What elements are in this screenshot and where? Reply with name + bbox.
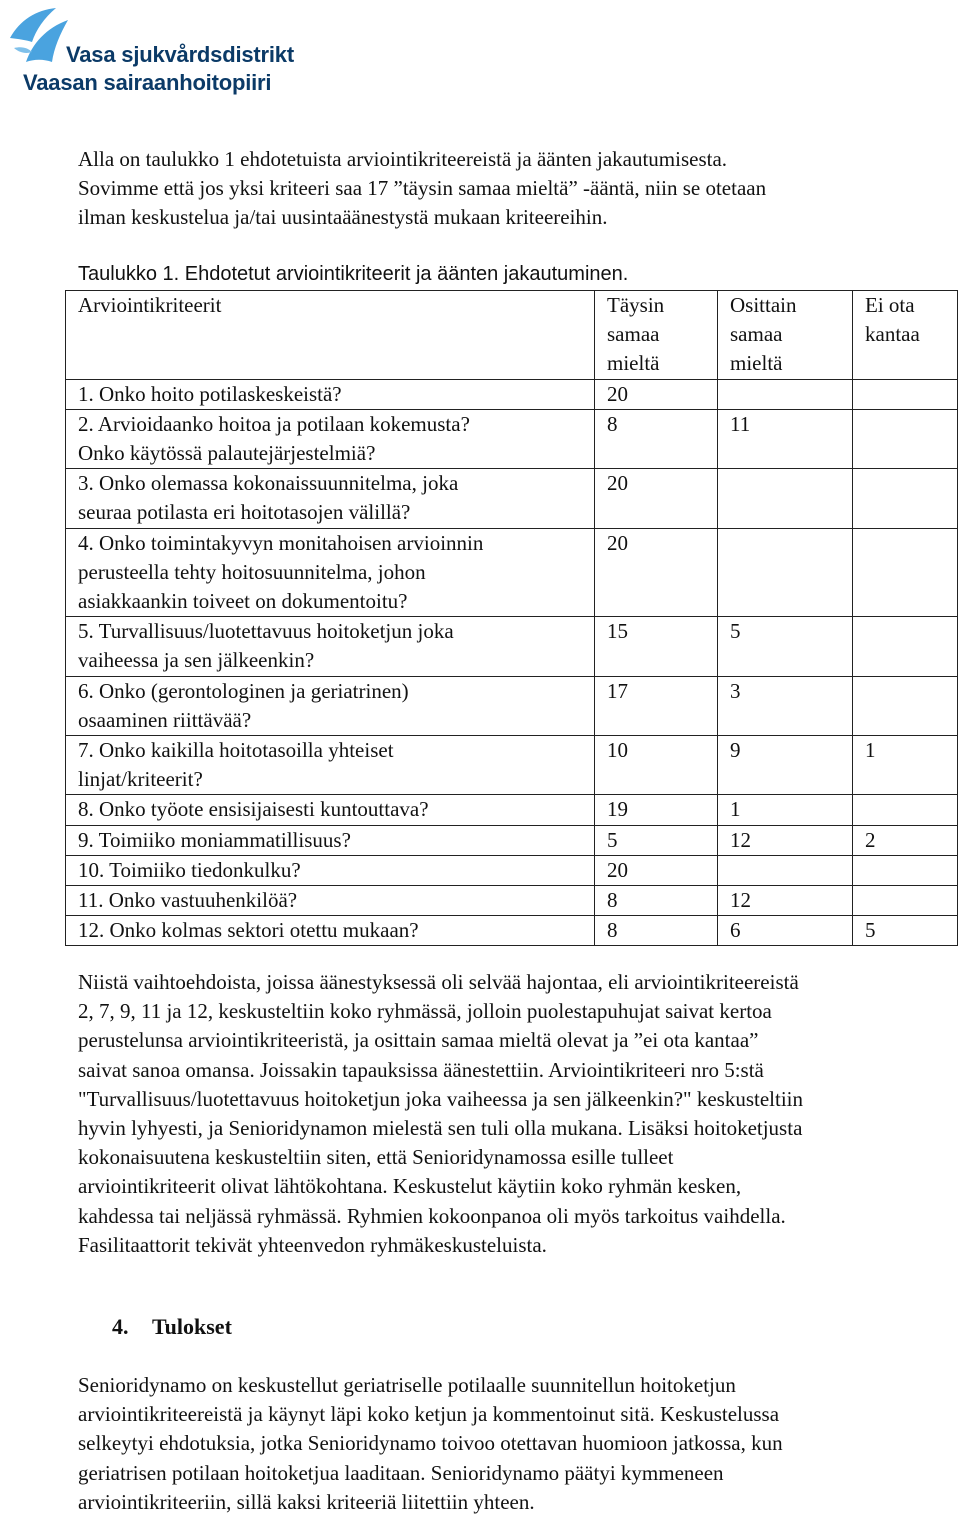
criteria-table [65,290,958,946]
partly-agree-cell [718,528,853,617]
criterion-line: 2. Arvioidaanko hoitoa ja potilaan kokemusta? [78,411,470,436]
criterion-line: 7. Onko kaikilla hoitotasoilla yhteiset [78,738,394,763]
fully-agree-cell: 8 [595,916,718,946]
no-opinion-cell [853,617,958,676]
header-fully-agree: Täysin samaa mieltä [595,291,718,380]
criterion-line: 8. Onko työote ensisijaisesti kuntouttava? [78,797,429,822]
paragraph-line: selkeytyi ehdotuksia, jotka Senioridynamo toivoo otettavan huomioon jatkossa, kun [78,1431,783,1456]
table-header-row [66,291,958,380]
organization-logo [6,2,316,97]
table-caption: Taulukko 1. Ehdotetut arviointikriteerit ja äänten jakautuminen. [78,263,629,285]
intro-line: Sovimme että jos yksi kriteeri saa 17 ”täysin samaa mieltä” -ääntä, niin se otetaan [78,176,767,201]
criterion-cell [66,528,595,617]
paragraph-line: Fasilitaattorit tekivät yhteenvedon ryhmäkeskusteluista. [78,1232,547,1257]
criterion-line: 6. Onko (gerontologinen ja geriatrinen) [78,678,409,703]
criterion-line: 10. Toimiiko tiedonkulku? [78,857,301,882]
discussion-paragraph [78,968,803,1260]
criterion-cell [66,825,595,855]
section-title: Tulokset [152,1314,232,1339]
partly-agree-cell: 1 [718,795,853,825]
no-opinion-cell [853,528,958,617]
partly-agree-cell [718,855,853,885]
criterion-line: perusteella tehty hoitosuunnitelma, johon [78,559,426,584]
criterion-line: linjat/kriteerit? [78,767,203,792]
no-opinion-cell: 2 [853,825,958,855]
criterion-cell [66,409,595,468]
criterion-cell [66,469,595,528]
partly-agree-cell: 11 [718,409,853,468]
paragraph-line: Senioridynamo on keskustellut geriatriselle potilaalle suunnitellun hoitoketjun [78,1373,736,1397]
fully-agree-cell: 20 [595,528,718,617]
paragraph-line: hyvin lyhyesti, ja Senioridynamon mielestä sen tuli olla mukana. Lisäksi hoitoketjusta [78,1116,803,1141]
fully-agree-cell: 15 [595,617,718,676]
criterion-cell [66,617,595,676]
criterion-line: 5. Turvallisuus/luotettavuus hoitoketjun joka [78,619,454,644]
criterion-cell [66,676,595,735]
table-row [66,379,958,409]
table-row [66,676,958,735]
paragraph-line: arviointikriteereistä ja käynyt läpi koko ketjun ja kommentoinut sitä. Keskustelussa [78,1402,780,1427]
no-opinion-cell: 1 [853,736,958,795]
logo-name-swedish: Vasa sjukvårdsdistrikt [66,42,294,67]
fully-agree-cell: 20 [595,379,718,409]
partly-agree-cell: 6 [718,916,853,946]
criterion-cell [66,736,595,795]
paragraph-line: geriatrisen potilaan hoitoketjua laaditaan. Senioridynamo päätyi kymmeneen [78,1460,724,1485]
criterion-line: 12. Onko kolmas sektori otettu mukaan? [78,918,419,943]
no-opinion-cell: 5 [853,916,958,946]
partly-agree-cell [718,379,853,409]
table-body [66,379,958,946]
intro-line: ilman keskustelua ja/tai uusintaäänestystä mukaan kriteereihin. [78,205,608,230]
results-paragraph [78,1371,783,1517]
no-opinion-cell [853,469,958,528]
criterion-cell [66,379,595,409]
criterion-line: 9. Toimiiko moniammatillisuus? [78,827,351,852]
criterion-line: seuraa potilasta eri hoitotasojen välillä? [78,500,411,525]
table-row [66,469,958,528]
no-opinion-cell [853,795,958,825]
criterion-line: 1. Onko hoito potilaskeskeistä? [78,381,342,406]
fully-agree-cell: 10 [595,736,718,795]
paragraph-line: kokonaisuutena keskusteltiin siten, että Senioridynamossa esille tulleet [78,1145,674,1170]
table-row [66,886,958,916]
criterion-cell [66,795,595,825]
table-row [66,795,958,825]
partly-agree-cell: 12 [718,825,853,855]
header-no-opinion: Ei ota kantaa [853,291,958,380]
criterion-line: osaaminen riittävää? [78,707,252,732]
criterion-cell [66,916,595,946]
partly-agree-cell: 9 [718,736,853,795]
header-criteria: Arviointikriteerit [66,291,595,380]
table-row [66,409,958,468]
paragraph-line: arviointikriteerit olivat lähtökohtana. Keskustelut käytiin koko ryhmän kesken, [78,1174,742,1199]
criterion-line: vaiheessa ja sen jälkeenkin? [78,648,315,673]
logo-name-finnish: Vaasan sairaanhoitopiiri [23,70,272,95]
criterion-line: 4. Onko toimintakyvyn monitahoisen arvioinnin [78,530,484,555]
fully-agree-cell: 20 [595,469,718,528]
paragraph-line: kahdessa tai neljässä ryhmässä. Ryhmien kokoonpanoa oli myös tarkoitus vaihdella. [78,1203,786,1228]
table-row [66,916,958,946]
paragraph-line: Niistä vaihtoehdoista, joissa äänestyksessä oli selvää hajontaa, eli arviointikriteereistä [78,970,799,994]
section-heading [112,1314,232,1340]
intro-line: Alla on taulukko 1 ehdotetuista arviointikriteereistä ja äänten jakautumisesta. [78,147,728,171]
paragraph-line: perustelunsa arviointikriteeristä, ja osittain samaa mieltä olevat ja ”ei ota kantaa” [78,1028,759,1053]
partly-agree-cell [718,469,853,528]
fully-agree-cell: 20 [595,855,718,885]
no-opinion-cell [853,379,958,409]
criterion-cell [66,855,595,885]
criterion-line: 11. Onko vastuuhenkilöä? [78,888,298,913]
criterion-line: 3. Onko olemassa kokonaissuunnitelma, joka [78,471,459,496]
paragraph-line: saivat sanoa omansa. Joissakin tapauksissa äänestettiin. Arviointikriteeri nro 5:stä [78,1057,764,1082]
table-row [66,825,958,855]
header-partly-agree: Osittain samaa mieltä [718,291,853,380]
criterion-line: asiakkaankin toiveet on dokumentoitu? [78,589,408,614]
table-row [66,736,958,795]
paragraph-line: "Turvallisuus/luotettavuus hoitoketjun joka vaiheessa ja sen jälkeenkin?" keskusteltiin [78,1086,804,1111]
criterion-line: Onko käytössä palautejärjestelmiä? [78,441,376,466]
fully-agree-cell: 5 [595,825,718,855]
paragraph-line: arviointikriteeriin, sillä kaksi kriteeriä liitettiin yhteen. [78,1489,535,1514]
no-opinion-cell [853,676,958,735]
fully-agree-cell: 19 [595,795,718,825]
section-number: 4. [112,1314,129,1339]
no-opinion-cell [853,855,958,885]
table-row [66,617,958,676]
no-opinion-cell [853,886,958,916]
paragraph-line: 2, 7, 9, 11 ja 12, keskusteltiin koko ryhmässä, jolloin puolestapuhujat saivat kertoa [78,999,772,1024]
partly-agree-cell: 3 [718,676,853,735]
partly-agree-cell: 5 [718,617,853,676]
no-opinion-cell [853,409,958,468]
fully-agree-cell: 17 [595,676,718,735]
fully-agree-cell: 8 [595,409,718,468]
table-row [66,528,958,617]
partly-agree-cell: 12 [718,886,853,916]
criterion-cell [66,886,595,916]
table-row [66,855,958,885]
fully-agree-cell: 8 [595,886,718,916]
intro-paragraph [78,145,766,233]
